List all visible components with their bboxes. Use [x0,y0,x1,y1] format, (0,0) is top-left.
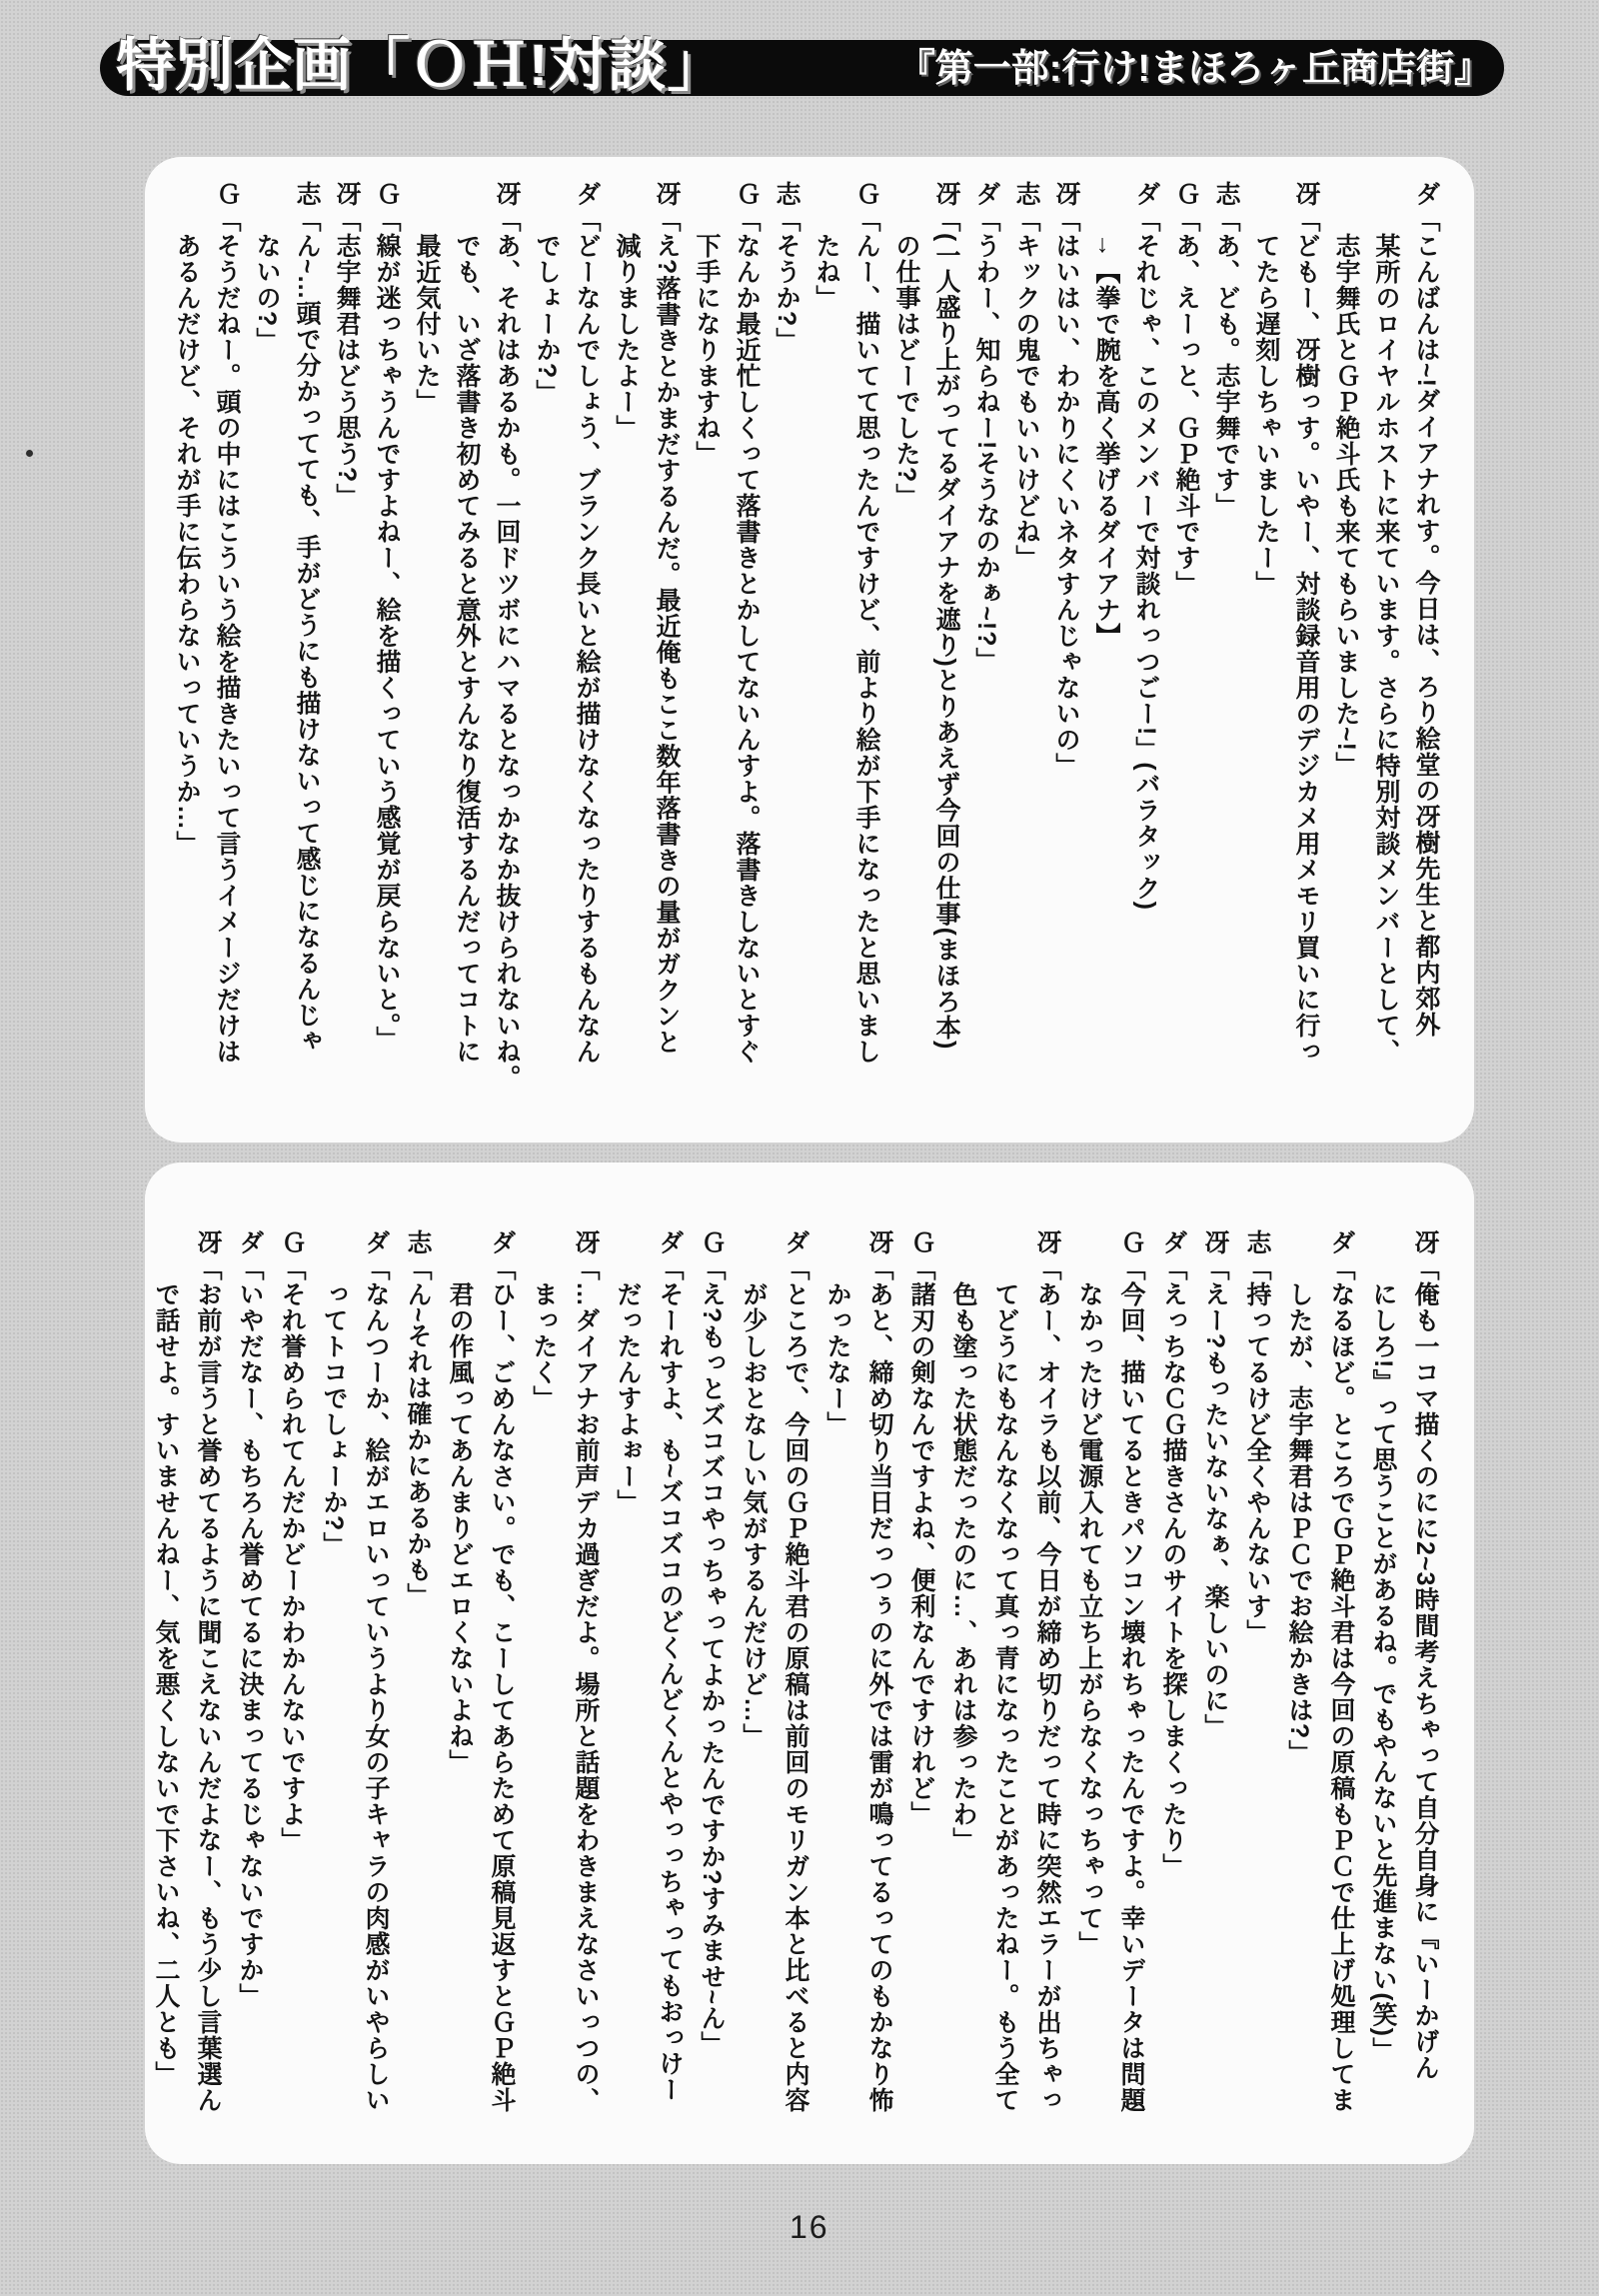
dialogue-line: 減りましたよー」 [613,233,641,441]
dialogue-line: 最近気付いた」 [413,233,441,415]
dialogue-line: ダ「ところで、今回のＧＰ絶斗君の原稿は前回のモリガン本と比べると内容 [782,1229,809,2113]
dialogue-line: Ｇ「んー、描いてて思ったんですけど、前より絵が下手になったと思いまし [852,181,880,1065]
page-title: 特別企画「ＯＨ!対談」 [116,33,727,98]
dialogue-line: 冴「はいはい、わかりにくいネタすんじゃないの」 [1052,181,1080,779]
dialogue-line: ダ「うわー、知らねー!そうなのかぁ~!?」 [972,181,1000,674]
dialogue-line: 冴「え?落書きとかまだするんだ。最近俺もここ数年落書きの量がガクンと [653,181,681,1056]
dialogue-line: で話せよ。すいませんねー、気を悪くしないで下さいね、二人とも」 [152,1281,180,2087]
page-subtitle: 『第一部:行け!まほろヶ丘商店街』 [896,48,1492,90]
dialogue-line: 某所のロイヤルホストに来ています。さらに特別対談メンバーとして、 [1372,233,1400,1065]
dialogue-line: でしょーか?」 [533,233,561,406]
dialogue-line: 志「キックの鬼でもいいけどね」 [1012,181,1040,571]
dialogue-line: 冴「あと、締め切り当日だっつぅのに外では雷が鳴ってるってのもかなり怖 [865,1229,893,2113]
dialogue-line: ないの?」 [253,233,281,354]
dialogue-line: あるんだけど、それが手に伝わらないっていうか…」 [173,233,201,857]
dialogue-line: 志宇舞氏とＧＰ絶斗氏も来てもらいました~!」 [1332,233,1360,778]
dialogue-line: 冴「どもー、冴樹っす。いやー、対談録音用のデジカメ用メモリ買いに行っ [1292,181,1320,1065]
dialogue-line: まったく」 [530,1281,558,1411]
dialogue-line: 冴「志宇舞君はどう思う?」 [333,181,361,510]
dialogue-line: 志「ん~…頭で分かってても、手がどうにも描けないって感じになるんじゃ [293,181,321,1055]
print-speck [26,450,33,457]
dialogue-line: の仕事はどーでした?」 [892,233,920,510]
dialogue-line: だったんすよぉー」 [614,1281,642,1515]
dialogue-block-1 [167,181,1446,1091]
dialogue-block-2 [145,1229,1446,2149]
dialogue-line: てたら遅刻しちゃいましたー」 [1252,233,1280,597]
dialogue-line: 冴「あ、それはあるかも。一回ドツボにハマるとなっかなか抜けられないね。 [493,181,521,1091]
dialogue-panel-2 [145,1162,1474,2164]
dialogue-line: Ｇ「あ、えーっと、ＧＰ絶斗です」 [1172,181,1200,597]
dialogue-line: ダ「えっちなＣＧ描きさんのサイトを探しまくったり」 [1159,1229,1187,1879]
dialogue-line: ダ「こんばんは~!ダイアナれす。今日は、ろり絵堂の冴樹先生と都内郊外 [1412,181,1440,1038]
dialogue-line: が少しおとなしい気がするんだけど…」 [740,1281,768,1749]
dialogue-line: ってトコでしょーか?」 [320,1281,348,1558]
dialogue-line: Ｇ「今回、描いてるときパソコン壊れちゃったんですよ。幸いデータは問題 [1117,1229,1145,2113]
dialogue-line: ダ「どーなんでしょう、ブランク長いと絵が描けなくなったりするもんなん [573,181,601,1065]
dialogue-line: 志「ん~それは確かにあるかも」 [404,1229,432,1609]
dialogue-line: 冴「(一人盛り上がってるダイアナを遮り)とりあえず今回の仕事(まほろ本) [932,181,960,1051]
dialogue-line: 下手になりますね」 [693,233,721,467]
dialogue-line: Ｇ「え?もっとズコズコやっちゃってよかったんですか?すみませ~ん」 [698,1229,726,2058]
dialogue-line: したが、志宇舞君はＰＣでお絵かきは?」 [1285,1281,1313,1766]
dialogue-line: 冴「俺も一コマ描くのにに2~3時間考えちゃって自分自身に『いーかげん [1411,1229,1439,2081]
dialogue-line: にしろ!』って思うことがあるね。でもやんないと先進まない(笑)」 [1369,1281,1397,2063]
dialogue-line: Ｇ「なんか最近忙しくって落書きとかしてないんすよ。落書きしないとすぐ [733,181,761,1065]
dialogue-line: 君の作風ってあんまりどエロくないよね」 [446,1281,474,1775]
dialogue-line: Ｇ「そうだねー。頭の中にはこういう絵を描きたいって言うイメージだけは [213,181,241,1065]
dialogue-line: Ｇ「それ誉められてんだかどーかわかんないですよ」 [278,1229,306,1853]
dialogue-line: 冴「…ダイアナお前声デカ過ぎだよ。場所と話題をわきまえなさいっつの、 [572,1229,600,2113]
dialogue-line: 志「持ってるけど全くやんないす」 [1243,1229,1271,1645]
dialogue-line: てどうにもなんなくなって真っ青になったことがあったねー。もう全て [991,1281,1019,2113]
dialogue-line: Ｇ「諸刃の剣なんですよね、便利なんですけれど」 [907,1229,935,1827]
dialogue-line: →【拳で腕を高く挙げるダイアナ】 [1092,233,1120,649]
dialogue-line: ダ「なんつーか、絵がエロいっていうより女の子キャラの肉感がいやらしい [362,1229,390,2113]
dialogue-line: たね」 [812,233,840,311]
dialogue-line: 冴「えー?もったいないなぁ、楽しいのに」 [1201,1229,1229,1740]
dialogue-panel-1 [145,157,1474,1143]
dialogue-line: Ｇ「線が迷っちゃうんですよねー、絵を描くっていう感覚が戻らないと。」 [373,181,401,1053]
dialogue-line: かったなー」 [823,1281,851,1437]
title-banner [100,33,1504,98]
dialogue-line: 色も塗った状態だったのに…、あれは参ったわ」 [949,1281,977,1853]
dialogue-line: ダ「ひー、ごめんなさい。でも、こーしてあらためて原稿見返すとＧＰ絶斗 [488,1229,516,2113]
dialogue-line: 志「あ、ども。志宇舞です」 [1212,181,1240,519]
dialogue-line: ダ「なるほど。ところでＧＰ絶斗君は今回の原稿もＰＣで仕上げ処理してま [1327,1229,1355,2113]
dialogue-line: 志「そうか?」 [773,181,800,354]
dialogue-line: ダ「それじゃ、このメンバーで対談れっつごー!」(バラタック) [1132,181,1160,911]
dialogue-line: でも、いざ落書き初めてみると意外とすんなり復活するんだってコトに [453,233,481,1065]
dialogue-line: 冴「お前が言うと誉めてるように聞こえないんだよなー、もう少し言葉選ん [194,1229,222,2113]
dialogue-line: 冴「あー、オイラも以前、今日が締め切りだって時に突然エラーが出ちゃっ [1033,1229,1061,2113]
dialogue-line: ダ「そーれすよ、も~ズコズコのどくんどくんとやっっちゃってもおっけー [656,1229,684,2103]
dialogue-line: ダ「いやだなー、もちろん誉めてるに決まってるじゃないですか」 [236,1229,264,2009]
dialogue-line: なかったけど電源入れても立ち上がらなくなっちゃって」 [1075,1281,1103,1957]
page-number: 16 [790,2209,829,2245]
